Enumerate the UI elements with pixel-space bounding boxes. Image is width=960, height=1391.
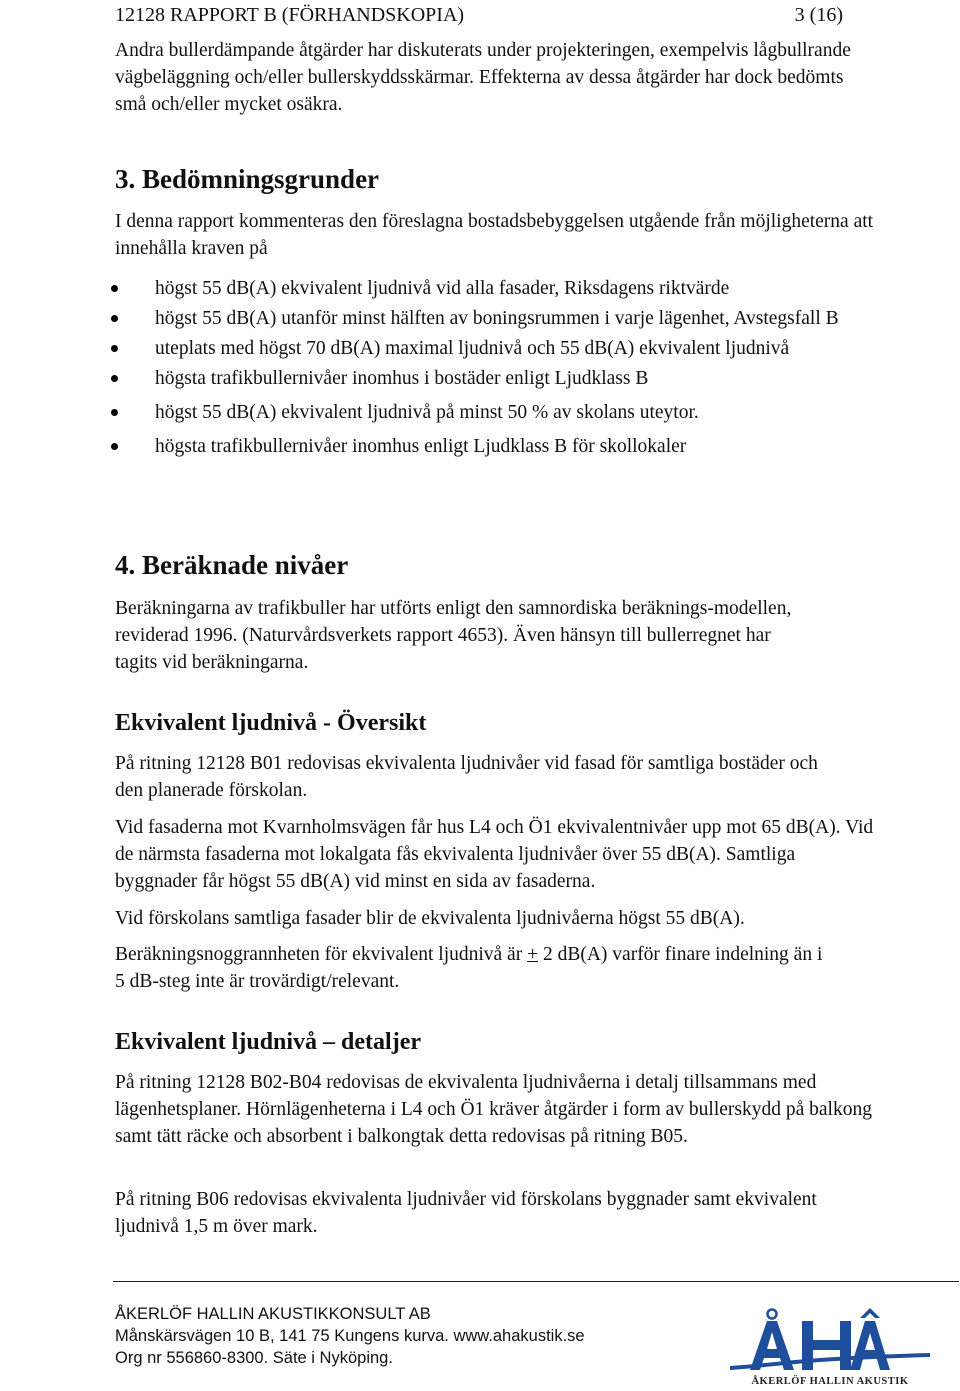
list-item: uteplats med högst 70 dB(A) maximal ljudnivå och 55 dB(A) ekvivalent ljudnivå (108, 335, 878, 362)
intro-paragraph: Andra bullerdämpande åtgärder har diskuterats under projekteringen, exempelvis lågbullrande vägbeläggning och/eller bullerskyddsskärmar. Effekterna av dessa åtgärder har dock bedömts små och/eller mycket osäkra. (115, 40, 851, 115)
overview-paragraph-2: Vid fasaderna mot Kvarnholmsvägen får hus L4 och Ö1 ekvivalentnivåer upp mot 65 dB(A). Vid de närmsta fasaderna mot lokalgata fås ekvivalenta ljudnivåer över 55 dB(A). Samtliga byggnader får högst 55 dB(A) vid minst en sida av fasaderna. (115, 817, 874, 892)
overview-heading: Ekvivalent ljudnivå - Översikt (115, 710, 427, 736)
list-item: högsta trafikbullernivåer inomhus i bostäder enligt Ljudklass B (108, 365, 878, 392)
details-paragraph-2: På ritning B06 redovisas ekvivalenta ljudnivåer vid förskolans byggnader samt ekvivalent ljudnivå 1,5 m över mark. (115, 1189, 817, 1237)
overview-paragraph-1: På ritning 12128 B01 redovisas ekvivalenta ljudnivåer vid fasad för samtliga bostäder och den planerade förskolan. (115, 753, 818, 801)
list-item: högst 55 dB(A) ekvivalent ljudnivå på minst 50 % av skolans uteytor. (108, 399, 878, 426)
footer-company: ÅKERLÖF HALLIN AKUSTIKKONSULT AB (115, 1305, 431, 1323)
section-4-heading: 4. Beräknade nivåer (115, 550, 349, 580)
plus-minus-sign: + (527, 944, 539, 965)
footer-address: Månskärsvägen 10 B, 141 75 Kungens kurva. www.ahakustik.se (115, 1327, 585, 1345)
bullet-icon (111, 443, 118, 450)
overview-paragraph-4: Beräkningsnoggrannheten för ekvivalent ljudnivå är + 2 dB(A) varför finare indelning än i 5 dB-steg inte är trovärdigt/relevant. (115, 944, 823, 992)
section-3-text: I denna rapport kommenteras den föreslagna bostadsbebyggelsen utgående från möjligheterna att innehålla kraven på (115, 211, 874, 259)
list-item: högst 55 dB(A) utanför minst hälften av boningsrummen i varje lägenhet, Avstegsfall B (108, 305, 878, 332)
list-item: högst 55 dB(A) ekvivalent ljudnivå vid alla fasader, Riksdagens riktvärde (108, 275, 878, 302)
page-number: 3 (16) (794, 4, 843, 26)
overview-paragraph-3: Vid förskolans samtliga fasader blir de ekvivalenta ljudnivåerna högst 55 dB(A). (115, 908, 745, 929)
section-4-text: Beräkningarna av trafikbuller har utförts enligt den samnordiska beräknings-modellen, reviderad 1996. (Naturvårdsverkets rapport 4653). Även hänsyn till bullerregnet har tagits vid beräkningarna. (115, 598, 792, 673)
bullet-icon (111, 345, 118, 352)
logo-subtitle: ÅKERLÖF HALLIN AKUSTIK (751, 1376, 909, 1386)
company-logo (730, 1308, 930, 1386)
footer-divider (113, 1281, 959, 1282)
requirements-list (108, 275, 878, 460)
report-title: 12128 RAPPORT B (FÖRHANDSKOPIA) (115, 4, 465, 26)
bullet-icon (111, 285, 118, 292)
footer-org-number: Org nr 556860-8300. Säte i Nyköping. (115, 1349, 393, 1367)
details-heading: Ekvivalent ljudnivå – detaljer (115, 1029, 422, 1055)
bullet-icon (111, 409, 118, 416)
bullet-icon (111, 315, 118, 322)
details-paragraph-1: På ritning 12128 B02-B04 redovisas de ekvivalenta ljudnivåerna i detalj tillsammans med lägenhetsplaner. Hörnlägenheterna i L4 och Ö1 kräver åtgärder i form av bullerskydd på balkong samt tätt räcke och absorbent i balkongtak detta redovisas på ritning B05. (115, 1072, 872, 1147)
section-3-heading: 3. Bedömningsgrunder (115, 164, 380, 194)
list-item: högsta trafikbullernivåer inomhus enligt Ljudklass B för skollokaler (108, 433, 878, 460)
aha-logo-icon (730, 1308, 930, 1386)
bullet-icon (111, 375, 118, 382)
